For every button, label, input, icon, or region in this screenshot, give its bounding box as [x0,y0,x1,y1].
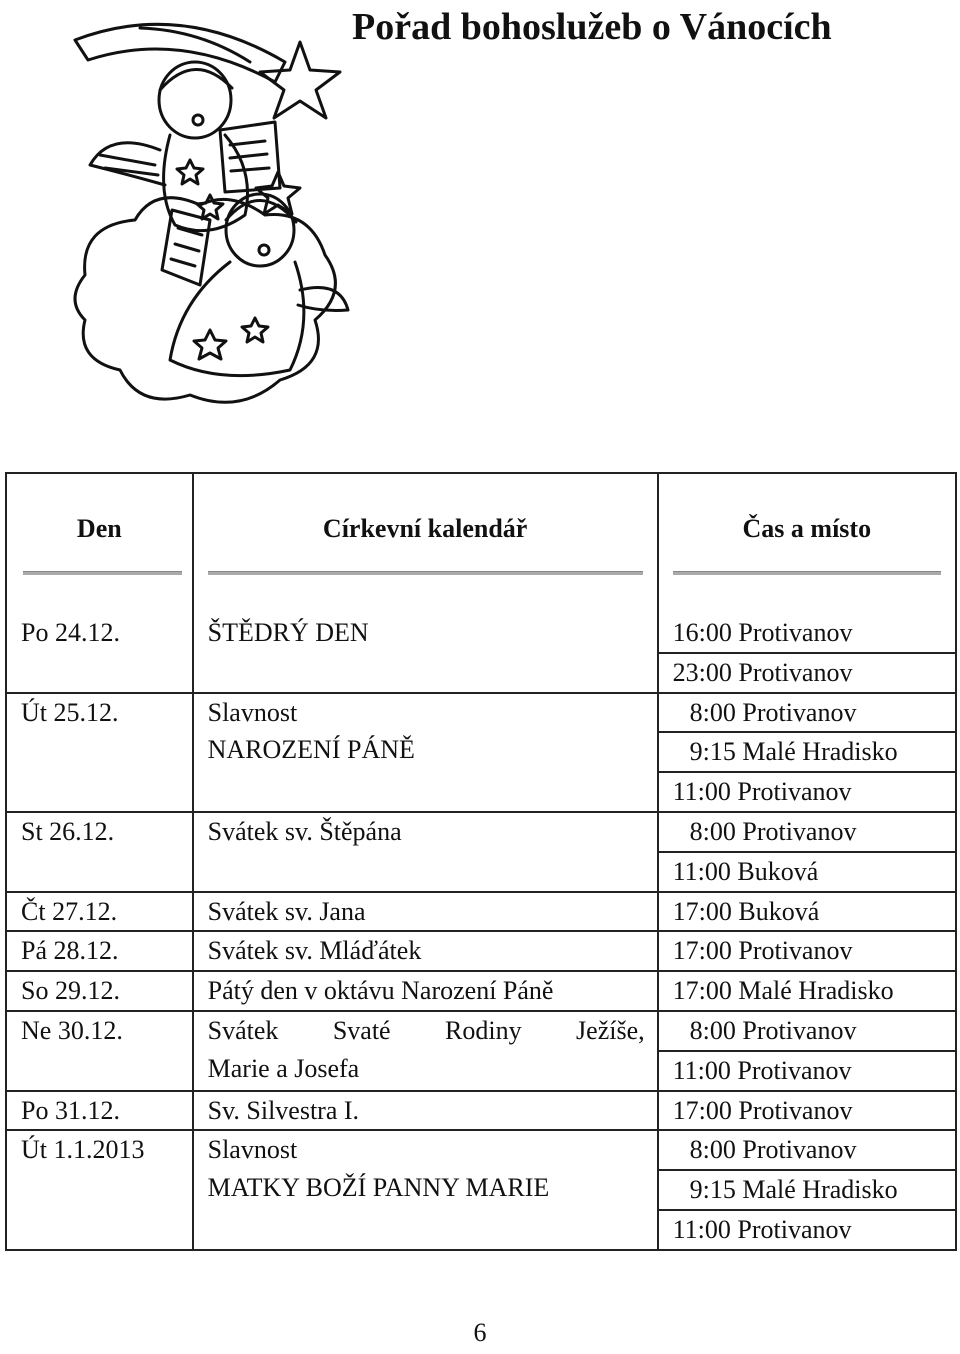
table-row [6,931,956,971]
row-calendar-line: Marie a Josefa [207,1053,360,1083]
row-calendar-line: Sv. Silvestra I. [207,1095,360,1125]
row-day: Po 24.12. [21,618,120,647]
page-number: 6 [473,1318,487,1347]
header-calendar: Církevní kalendář [322,514,528,543]
row-calendar-line: Svátek sv. Mláďátek [207,936,422,966]
row-calendar-line: Svátek Svaté Rodiny Ježíše, [207,1015,645,1045]
row-calendar-line: MATKY BOŽÍ PANNY MARIE [207,1173,550,1203]
table-row [6,1091,956,1131]
table-row [6,971,956,1011]
row-time-place: 8:00 Protivanov [659,694,955,734]
row-calendar-line: Svátek sv. Jana [207,896,366,926]
row-time-place: 11:00 Protivanov [672,1055,852,1085]
table-row [6,892,956,932]
row-calendar-line: Slavnost [207,1135,298,1165]
row-day: Út 25.12. [21,697,119,727]
row-time-place: 8:00 Protivanov [659,813,955,853]
row-calendar-line: NAROZENÍ PÁNĚ [207,735,415,765]
row-day: Út 1.1.2013 [21,1135,145,1165]
header-day: Den [76,514,122,543]
table-row [6,693,956,812]
row-calendar-line: ŠTĚDRÝ DEN [207,618,369,647]
row-time-place: 11:00 Buková [672,856,819,886]
row-time-place: 23:00 Protivanov [672,657,853,687]
row-time-place: 11:00 Protivanov [672,1214,852,1244]
row-time-place: 17:00 Protivanov [672,1095,853,1125]
schedule-table [5,472,957,1251]
row-time-place: 8:00 Protivanov [659,1131,955,1171]
table-row [6,614,956,693]
row-day: Ne 30.12. [21,1015,123,1045]
row-calendar-line: Slavnost [207,697,298,727]
table-row [6,1011,956,1091]
row-time-place: 17:00 Protivanov [672,936,853,966]
row-time-place: 16:00 Protivanov [659,614,955,654]
header-time-place: Čas a místo [742,514,872,543]
row-time-place: 8:00 Protivanov [659,1012,955,1052]
angels-singing-with-star-icon [60,0,350,420]
row-time-place: 9:15 Malé Hradisko [659,733,955,773]
row-day: Po 31.12. [21,1095,120,1125]
table-row [6,1130,956,1249]
row-day: Čt 27.12. [21,896,118,926]
row-time-place: 11:00 Protivanov [672,777,852,807]
row-calendar-line: Pátý den v oktávu Narození Páně [207,976,554,1006]
table-row [6,812,956,892]
row-day: Pá 28.12. [21,936,119,966]
row-day: St 26.12. [21,816,115,846]
table-header-row [6,473,956,614]
row-time-place: 17:00 Buková [672,896,820,926]
row-time-place: 9:15 Malé Hradisko [659,1171,955,1211]
page-title: Pořad bohoslužeb o Vánocích [352,6,832,48]
row-day: So 29.12. [21,976,120,1006]
row-time-place: 17:00 Malé Hradisko [672,976,894,1006]
row-calendar-line: Svátek sv. Štěpána [207,816,402,846]
